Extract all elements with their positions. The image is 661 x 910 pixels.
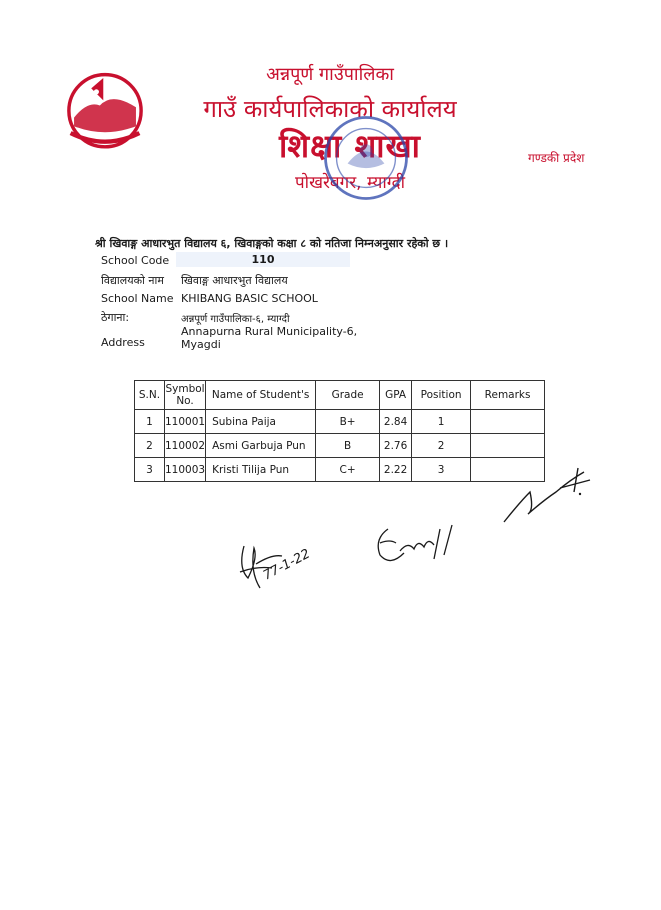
address-np: अन्नपूर्ण गाउँपालिका-६, म्याग्दी: [181, 314, 290, 325]
school-code-label: School Code: [101, 254, 170, 267]
cell-remarks: [471, 434, 545, 458]
office-title: गाउँ कार्यपालिकाको कार्यालय: [203, 95, 457, 123]
cell-position: 2: [412, 434, 471, 458]
table-row: [135, 434, 545, 458]
cell-gpa: 2.76: [380, 434, 412, 458]
cell-remarks: [471, 410, 545, 434]
school-code-value: 110: [251, 253, 275, 266]
address-line-2: Myagdi: [181, 338, 221, 351]
school-name-label-np: विद्यालयको नाम: [101, 274, 164, 287]
address-label-np: ठेगाना:: [101, 311, 130, 324]
cell-name: Asmi Garbuja Pun: [206, 434, 316, 458]
cell-grade: B: [316, 434, 380, 458]
header-student-name: Name of Student's: [206, 381, 316, 410]
cell-grade: B+: [316, 410, 380, 434]
government-emblem-icon: [62, 66, 148, 152]
cell-gpa: 2.84: [380, 410, 412, 434]
signature-date: 77-1-22: [260, 546, 313, 584]
address-label: Address: [101, 336, 145, 349]
cell-grade: C+: [316, 458, 380, 482]
header-symbol-no: Symbol No.: [165, 381, 206, 410]
school-name-np: खिवाङ्ग आधारभुत विद्यालय: [181, 274, 288, 287]
cell-sn: 1: [135, 410, 165, 434]
cell-name: Kristi Tilija Pun: [206, 458, 316, 482]
municipality-name: अन्नपूर्ण गाउँपालिका: [266, 64, 394, 85]
cell-symbol: 110003: [165, 458, 206, 482]
results-table: [134, 380, 545, 482]
cell-symbol: 110001: [165, 410, 206, 434]
header-remarks: Remarks: [471, 381, 545, 410]
table-header-row: [135, 381, 545, 410]
result-intro-text: श्री खिवाङ्ग आधारभुत विद्यालय ६, खिवाङ्गको कक्षा ८ को नतिजा निम्नअनुसार रहेको छ ।: [95, 237, 449, 250]
signature-left-icon: [232, 528, 322, 596]
header-grade: Grade: [316, 381, 380, 410]
table-row: [135, 458, 545, 482]
office-stamp-icon: [320, 112, 412, 204]
province-label: गण्डकी प्रदेश: [528, 151, 585, 165]
header-sn: S.N.: [135, 381, 165, 410]
school-name-label: School Name: [101, 292, 174, 305]
cell-sn: 2: [135, 434, 165, 458]
header-gpa: GPA: [380, 381, 412, 410]
table-row: [135, 410, 545, 434]
cell-symbol: 110002: [165, 434, 206, 458]
cell-sn: 3: [135, 458, 165, 482]
signature-right-icon: [500, 462, 600, 528]
cell-position: 1: [412, 410, 471, 434]
school-name: KHIBANG BASIC SCHOOL: [181, 292, 318, 305]
signature-middle-icon: [370, 515, 462, 573]
cell-gpa: 2.22: [380, 458, 412, 482]
address-line-1: Annapurna Rural Municipality-6,: [181, 325, 358, 338]
cell-position: 3: [412, 458, 471, 482]
cell-name: Subina Paija: [206, 410, 316, 434]
section-title: शिक्षा शाखा: [279, 127, 421, 165]
office-address: पोखरेबगर, म्याग्दी: [295, 173, 405, 193]
header-position: Position: [412, 381, 471, 410]
